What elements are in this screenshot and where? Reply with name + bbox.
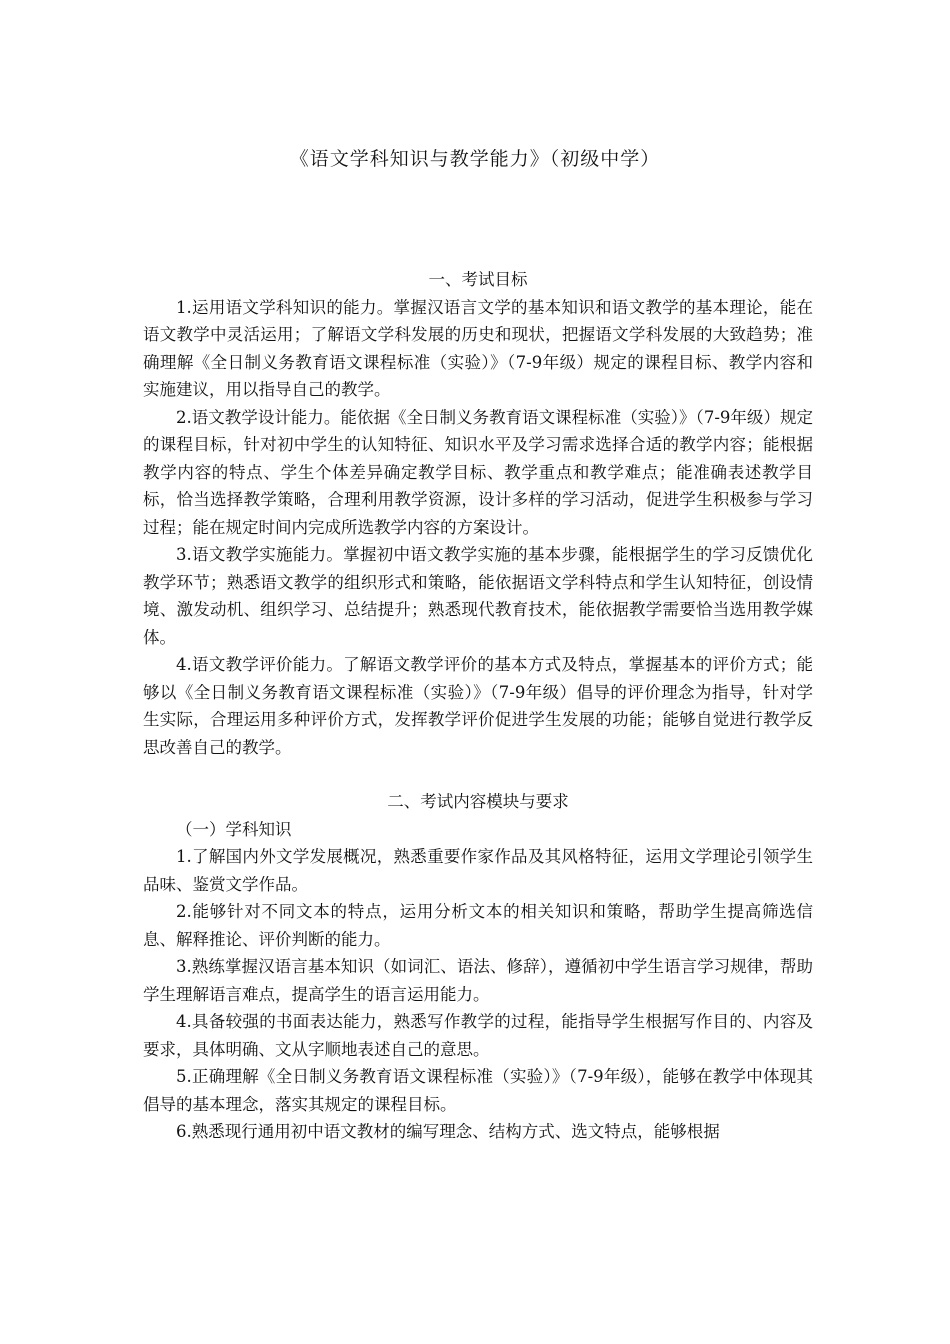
section-spacer xyxy=(143,761,813,788)
paragraph-objective-4: 4.语文教学评价能力。了解语文教学评价的基本方式及特点，掌握基本的评价方式；能够以《全日制义务教育语文课程标准（实验）》（7-9年级）倡导的评价理念为指导，针对学生实际，合理运用多种评价方式，发挥教学评价促进学生发展的功能；能够自觉进行教学反思改善自己的教学。 xyxy=(143,655,813,757)
paragraph-objective-2: 2.语文教学设计能力。能依据《全日制义务教育语文课程标准（实验）》（7-9年级）规定的课程目标，针对初中学生的认知特征、知识水平及学习需求选择合适的教学内容；能根据教学内容的特点、学生个体差异确定教学目标、教学重点和教学难点；能准确表述教学目标，恰当选择教学策略，合理利用教学资源，设计多样的学习活动，促进学生积极参与学习过程；能在规定时间内完成所选教学内容的方案设计。 xyxy=(143,407,813,537)
paragraph-knowledge-1: 1.了解国内外文学发展概况，熟悉重要作家作品及其风格特征，运用文学理论引领学生品味、鉴赏文学作品。 xyxy=(143,847,813,894)
section-heading-exam-objectives: 一、考试目标 xyxy=(428,270,528,289)
subheading-subject-knowledge: （一）学科知识 xyxy=(176,819,292,839)
paragraph-knowledge-2: 2.能够针对不同文本的特点，运用分析文本的相关知识和策略，帮助学生提高筛选信息、解释推论、评价判断的能力。 xyxy=(143,902,813,949)
document-body xyxy=(143,266,813,1146)
paragraph-objective-1: 1.运用语文学科知识的能力。掌握汉语言文学的基本知识和语文教学的基本理论，能在语文教学中灵活运用；了解语文学科发展的历史和现状，把握语文学科发展的大致趋势；准确理解《全日制义务教育语文课程标准（实验）》（7-9年级）规定的课程目标、教学内容和实施建议，用以指导自己的教学。 xyxy=(143,297,813,399)
paragraph-knowledge-6: 6.熟悉现行通用初中语文教材的编写理念、结构方式、选文特点，能够根据 xyxy=(176,1122,720,1141)
paragraph-knowledge-3: 3.熟练掌握汉语言基本知识（如词汇、语法、修辞），遵循初中学生语言学习规律，帮助学生理解语言难点，提高学生的语言运用能力。 xyxy=(143,957,813,1004)
document-title: 《语文学科知识与教学能力》（初级中学） xyxy=(289,148,661,170)
paragraph-knowledge-4: 4.具备较强的书面表达能力，熟悉写作教学的过程，能指导学生根据写作目的、内容及要求，具体明确、文从字顺地表述自己的意思。 xyxy=(143,1012,813,1059)
section-heading-exam-content: 二、考试内容模块与要求 xyxy=(387,792,569,811)
paragraph-knowledge-5: 5.正确理解《全日制义务教育语文课程标准（实验）》（7-9年级），能够在教学中体现其倡导的基本理念，落实其规定的课程目标。 xyxy=(143,1067,813,1114)
paragraph-objective-3: 3.语文教学实施能力。掌握初中语文教学实施的基本步骤，能根据学生的学习反馈优化教学环节；熟悉语文教学的组织形式和策略，能依据语文学科特点和学生认知特征，创设情境、激发动机、组织学习、总结提升；熟悉现代教育技术，能依据教学需要恰当选用教学媒体。 xyxy=(143,545,813,647)
